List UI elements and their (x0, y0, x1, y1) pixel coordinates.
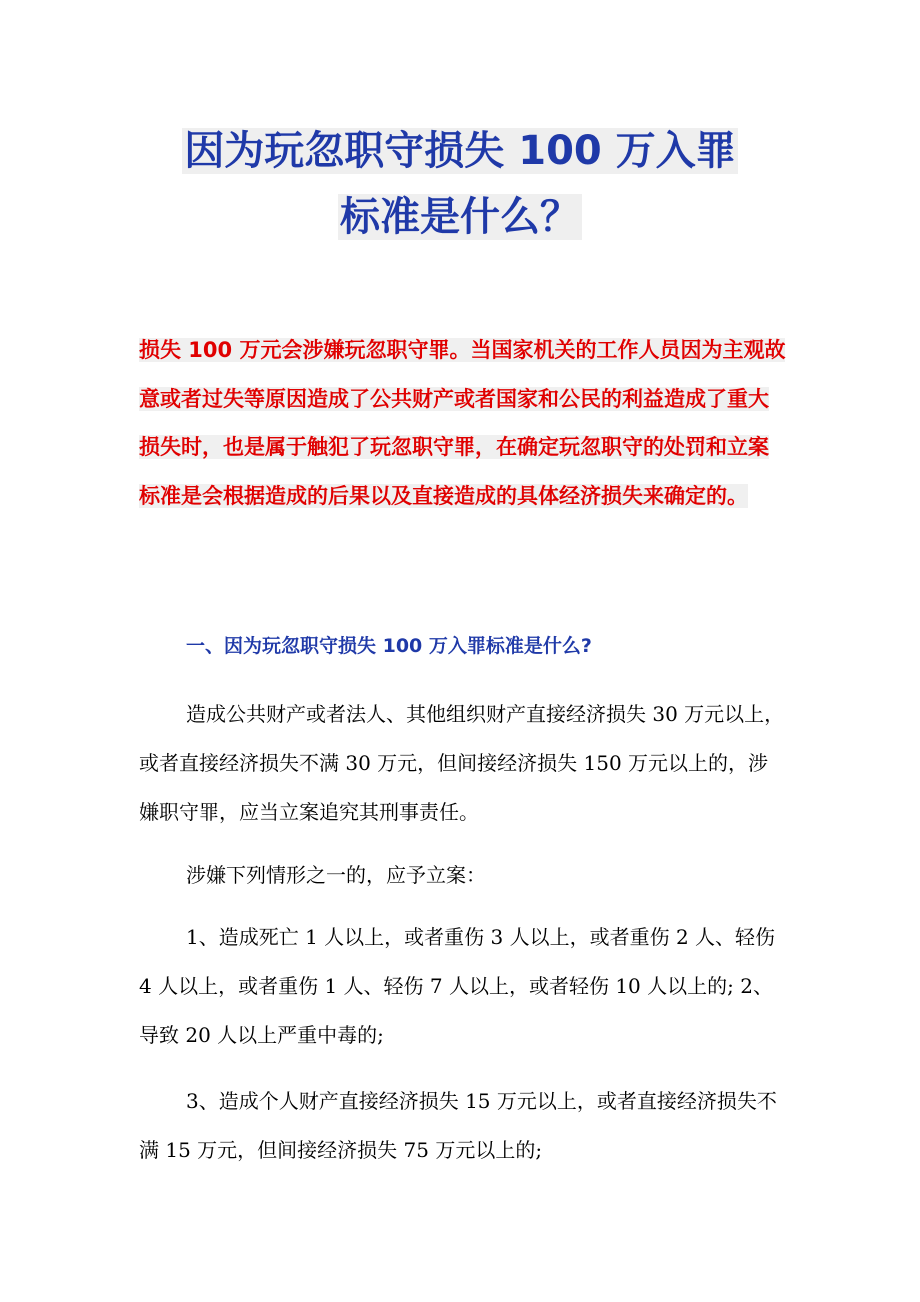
body-paragraph-1: 造成公共财产或者法人、其他组织财产直接经济损失 30 万元以上，或者直接经济损失不满 30 万元，但间接经济损失 150 万元以上的，涉嫌职守罪，应当立案追究其刑事责任。 (139, 702, 785, 824)
body-paragraph-3: 1、造成死亡 1 人以上，或者重伤 3 人以上，或者重伤 2 人、轻伤 4 人以上，或者重伤 1 人、轻伤 7 人以上，或者轻伤 10 人以上的; 2、导致 20 人以上严重中毒的; (139, 925, 776, 1047)
body-paragraph-4: 3、造成个人财产直接经济损失 15 万元以上，或者直接经济损失不满 15 万元，但间接经济损失 75 万元以上的; (139, 1089, 777, 1162)
document-title (130, 118, 790, 250)
body-paragraph-2: 涉嫌下列情形之一的，应予立案： (186, 863, 486, 887)
intro-text: 损失 100 万元会涉嫌玩忽职守罪。当国家机关的工作人员因为主观故意或者过失等原因造成了公共财产或者国家和公民的利益造成了重大损失时，也是属于触犯了玩忽职守罪，在确定玩忽职守的处罚和立案标准是会根据造成的后果以及直接造成的具体经济损失来确定的。 (139, 338, 786, 508)
title-line-1: 因为玩忽职守损失 100 万入罪 (184, 128, 736, 174)
section-heading-1: 一、因为玩忽职守损失 100 万入罪标准是什么? (186, 635, 592, 657)
title-line-2: 标准是什么？ (340, 194, 580, 240)
intro-paragraph (139, 326, 789, 520)
